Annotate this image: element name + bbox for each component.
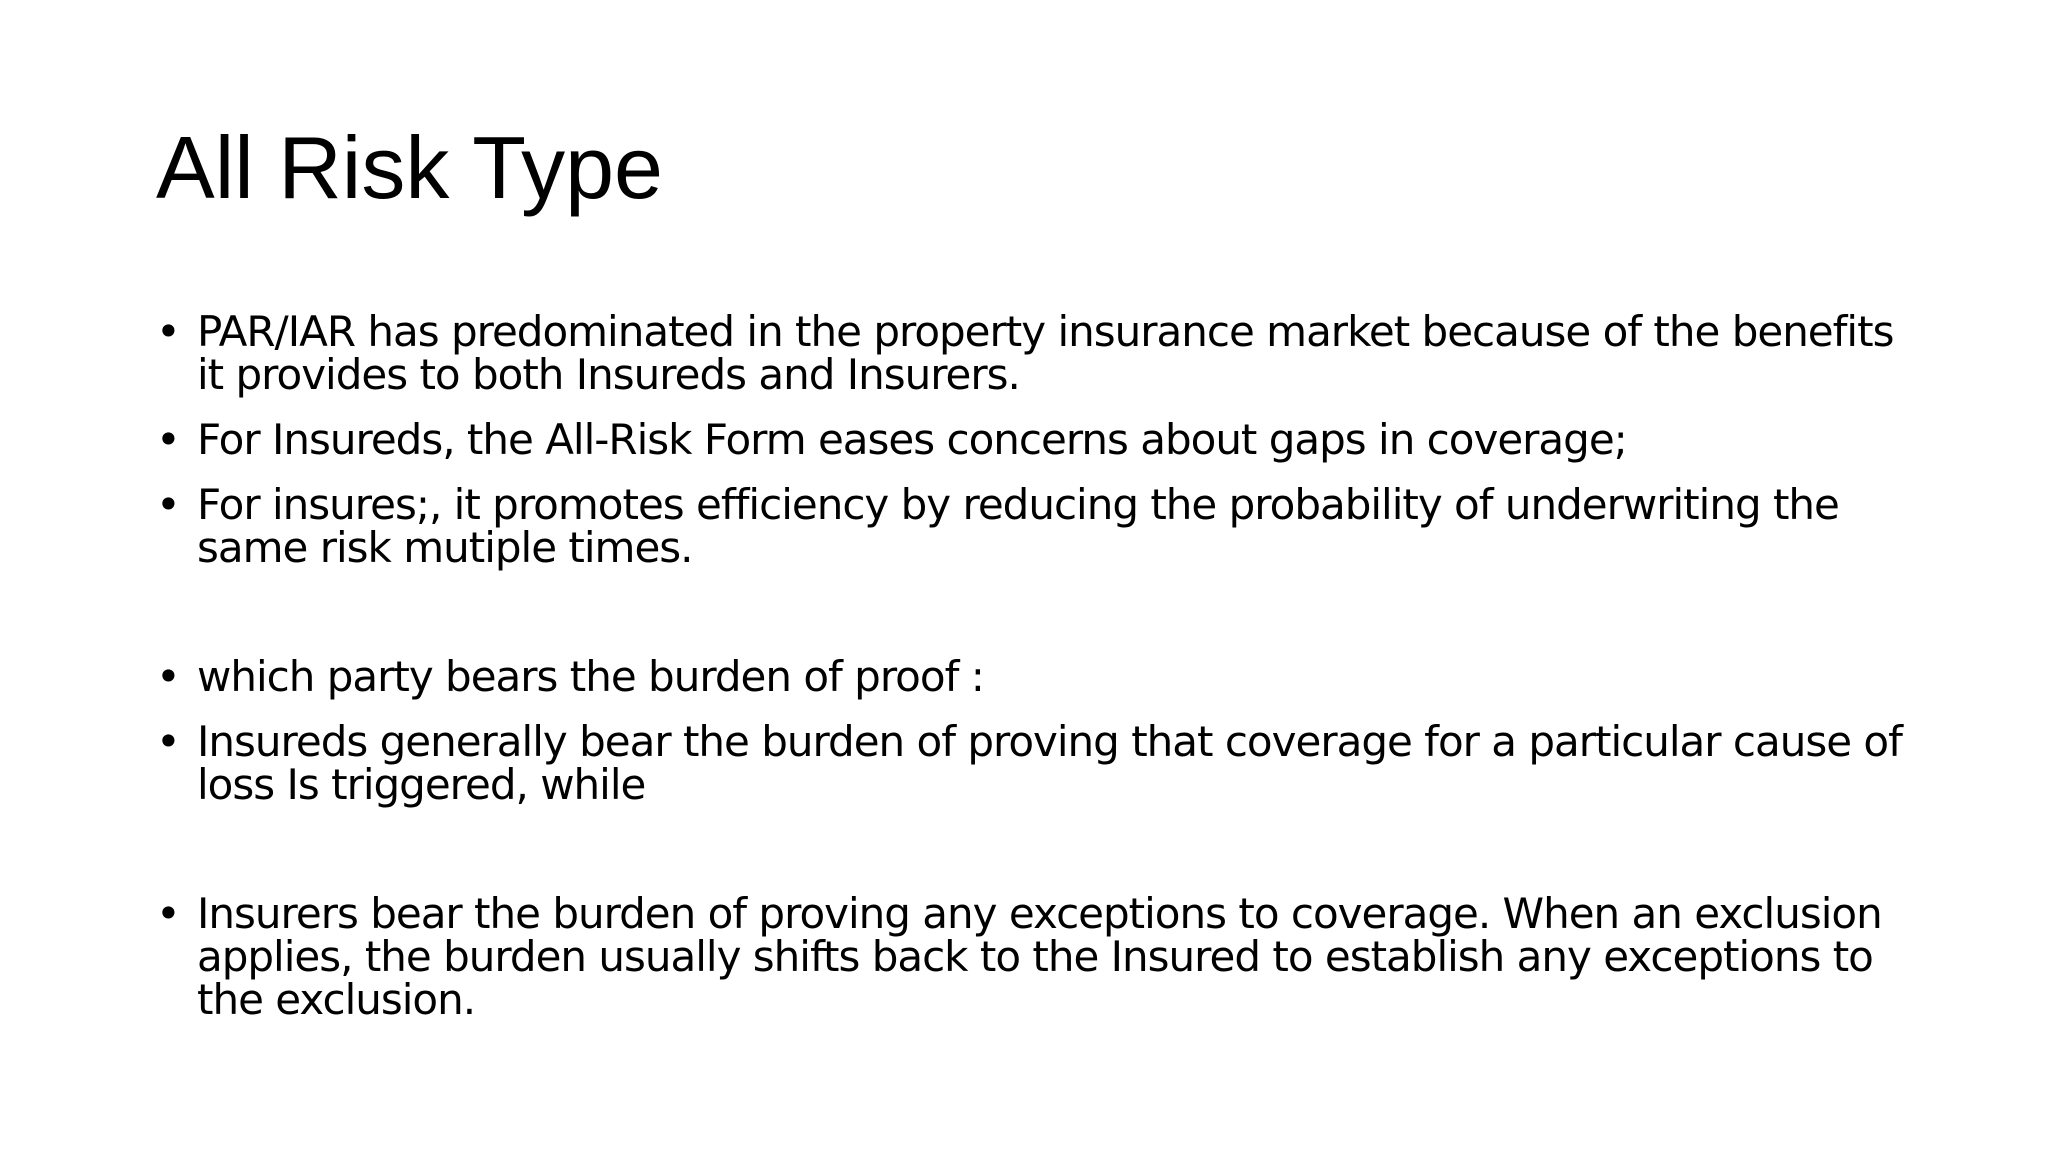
bullet-item (156, 652, 1916, 701)
bullet-dot-icon: • (156, 307, 180, 356)
bullet-item (156, 415, 1916, 464)
bullet-text: Insurers bear the burden of proving any exceptions to coverage. When an exclusion applies, the burden usually shifts back to the Insured to establish any exceptions to the exclusion. (197, 889, 1882, 1024)
bullet-text: For insures;, it promotes efficiency by reducing the probability of underwriting the same risk mutiple times. (197, 480, 1839, 572)
bullet-item (156, 480, 1916, 572)
bullet-text: For Insureds, the All-Risk Form eases concerns about gaps in coverage; (197, 415, 1627, 464)
bullet-item (156, 717, 1916, 809)
bullet-text: Insureds generally bear the burden of proving that coverage for a particular cause of loss Is triggered, while (197, 717, 1902, 809)
bullet-text: PAR/IAR has predominated in the property insurance market because of the benefits it provides to both Insureds and Insurers. (197, 307, 1894, 399)
bullet-text: which party bears the burden of proof : (197, 652, 984, 701)
bullet-item (156, 307, 1916, 399)
bullet-dot-icon: • (156, 889, 180, 938)
bullet-dot-icon: • (156, 415, 180, 464)
bullet-dot-icon: • (156, 480, 180, 529)
bullet-dot-icon: • (156, 717, 180, 766)
slide-title: All Risk Type (156, 118, 663, 217)
bullet-item (156, 889, 1916, 1024)
bullet-dot-icon: • (156, 652, 180, 701)
